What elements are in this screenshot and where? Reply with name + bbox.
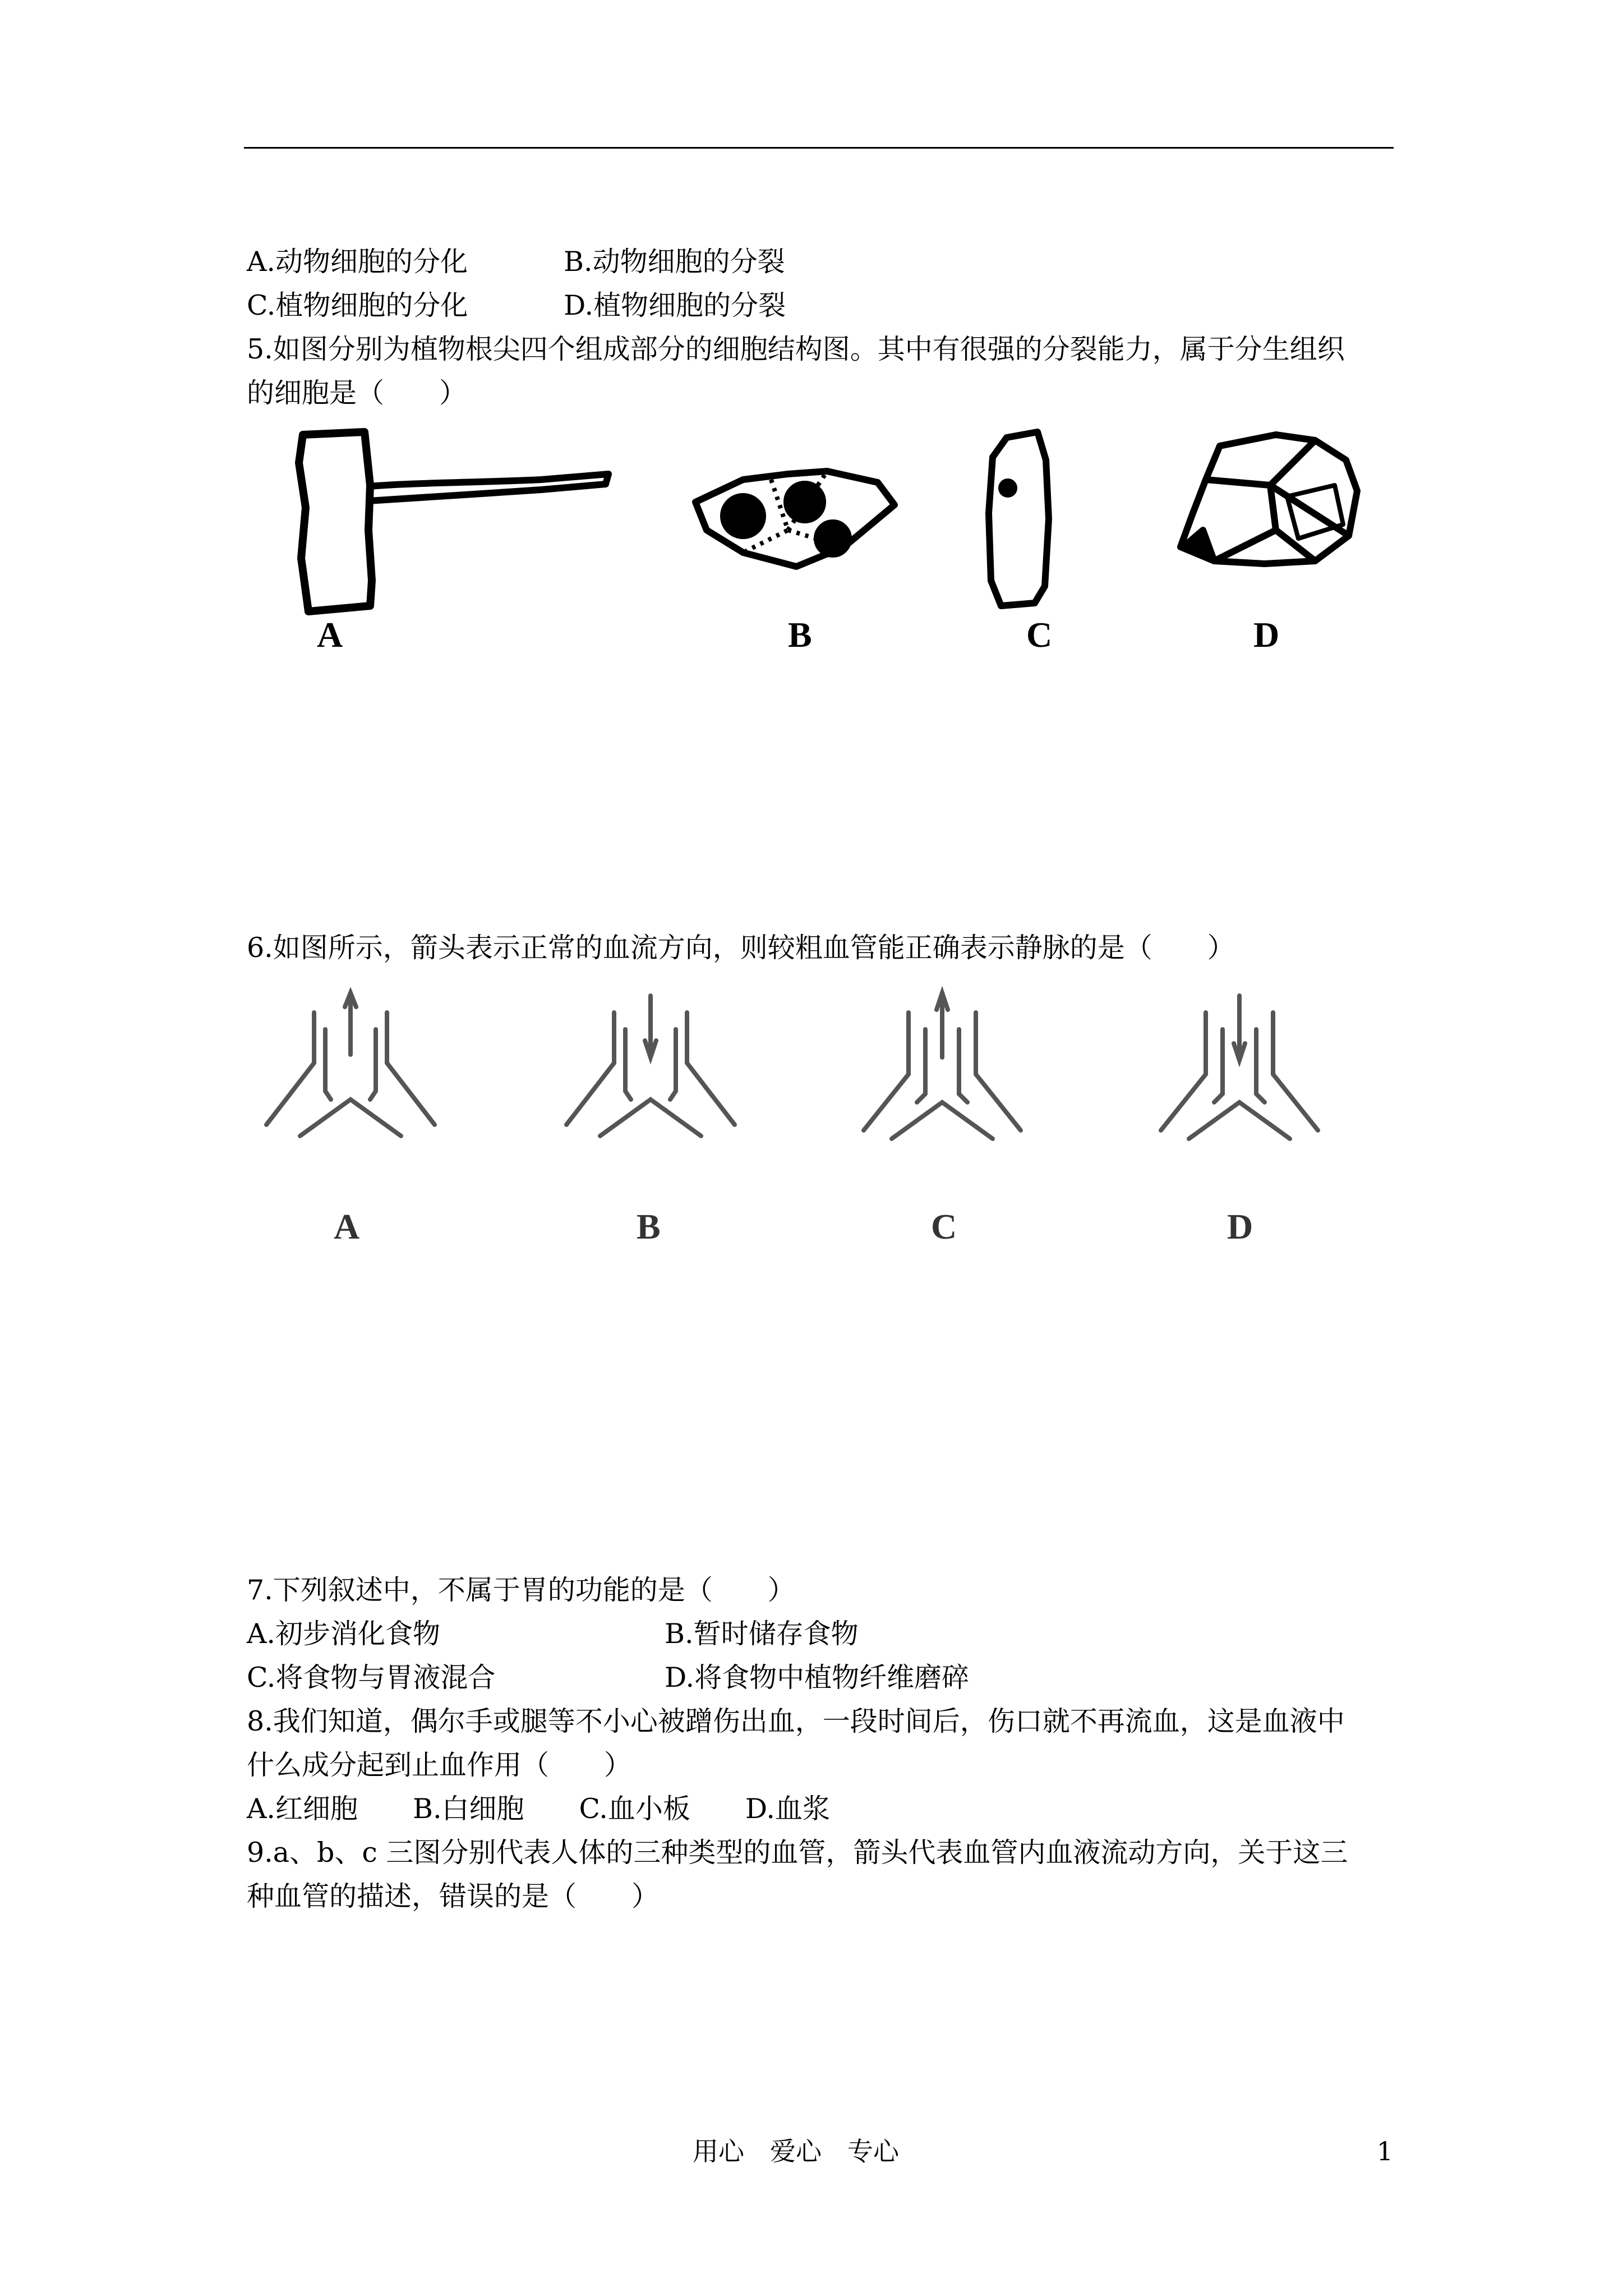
q9-stem-line2: 种血管的描述，错误的是（ ） bbox=[247, 1880, 660, 1912]
q6-figure-vessels bbox=[247, 979, 1380, 1271]
q8-options: A.红细胞 B.白细胞 C.血小板 D.血浆 bbox=[247, 1793, 830, 1825]
q5-label-b: B bbox=[788, 615, 812, 655]
elongation-cell bbox=[989, 432, 1049, 606]
header-rule bbox=[244, 147, 1394, 149]
vessel-b bbox=[566, 996, 735, 1136]
q5-stem-line1: 5.如图分别为植物根尖四个组成部分的细胞结构图。其中有很强的分裂能力，属于分生组织 bbox=[247, 333, 1345, 365]
q4-option-d: D.植物细胞的分裂 bbox=[564, 289, 786, 321]
q7-stem: 7.下列叙述中，不属于胃的功能的是（ ） bbox=[247, 1574, 795, 1606]
q6-label-b: B bbox=[637, 1207, 661, 1246]
q7-option-b: B.暂时储存食物 bbox=[665, 1618, 859, 1650]
root-hair-cell bbox=[299, 432, 608, 611]
q5-label-a: A bbox=[317, 615, 343, 655]
q7-option-c: C.将食物与胃液混合 bbox=[247, 1662, 496, 1694]
footer-motto: 用心 爱心 专心 bbox=[693, 2136, 899, 2166]
q5-stem-line2: 的细胞是（ ） bbox=[247, 377, 467, 409]
q6-label-c: C bbox=[931, 1207, 957, 1246]
q5-figure-labels bbox=[250, 614, 1394, 665]
root-cap-cells bbox=[1181, 435, 1357, 564]
q6-label-d: D bbox=[1227, 1207, 1253, 1246]
page-number: 1 bbox=[1376, 2136, 1393, 2166]
q7-option-d: D.将食物中植物纤维磨碎 bbox=[665, 1662, 970, 1694]
q8-stem-line1: 8.我们知道，偶尔手或腿等不小心被蹭伤出血，一段时间后，伤口就不再流血，这是血液中 bbox=[247, 1705, 1345, 1737]
q6-stem: 6.如图所示，箭头表示正常的血流方向，则较粗血管能正确表示静脉的是（ ） bbox=[247, 932, 1235, 964]
q4-option-b: B.动物细胞的分裂 bbox=[564, 246, 785, 278]
vessel-c bbox=[864, 993, 1021, 1139]
q5-label-d: D bbox=[1253, 615, 1280, 655]
q6-label-a: A bbox=[334, 1207, 360, 1246]
q8-stem-line2: 什么成分起到止血作用（ ） bbox=[247, 1749, 632, 1781]
q4-option-a: A.动物细胞的分化 bbox=[247, 246, 468, 278]
q5-label-c: C bbox=[1026, 615, 1053, 655]
q9-stem-line1: 9.a、b、c 三图分别代表人体的三种类型的血管，箭头代表血管内血液流动方向，关于这三 bbox=[247, 1837, 1348, 1869]
vessel-d bbox=[1161, 996, 1318, 1139]
vessel-a bbox=[266, 993, 435, 1136]
meristem-cells bbox=[695, 471, 895, 567]
q7-option-a: A.初步消化食物 bbox=[247, 1618, 440, 1650]
q4-option-c: C.植物细胞的分化 bbox=[247, 289, 468, 321]
